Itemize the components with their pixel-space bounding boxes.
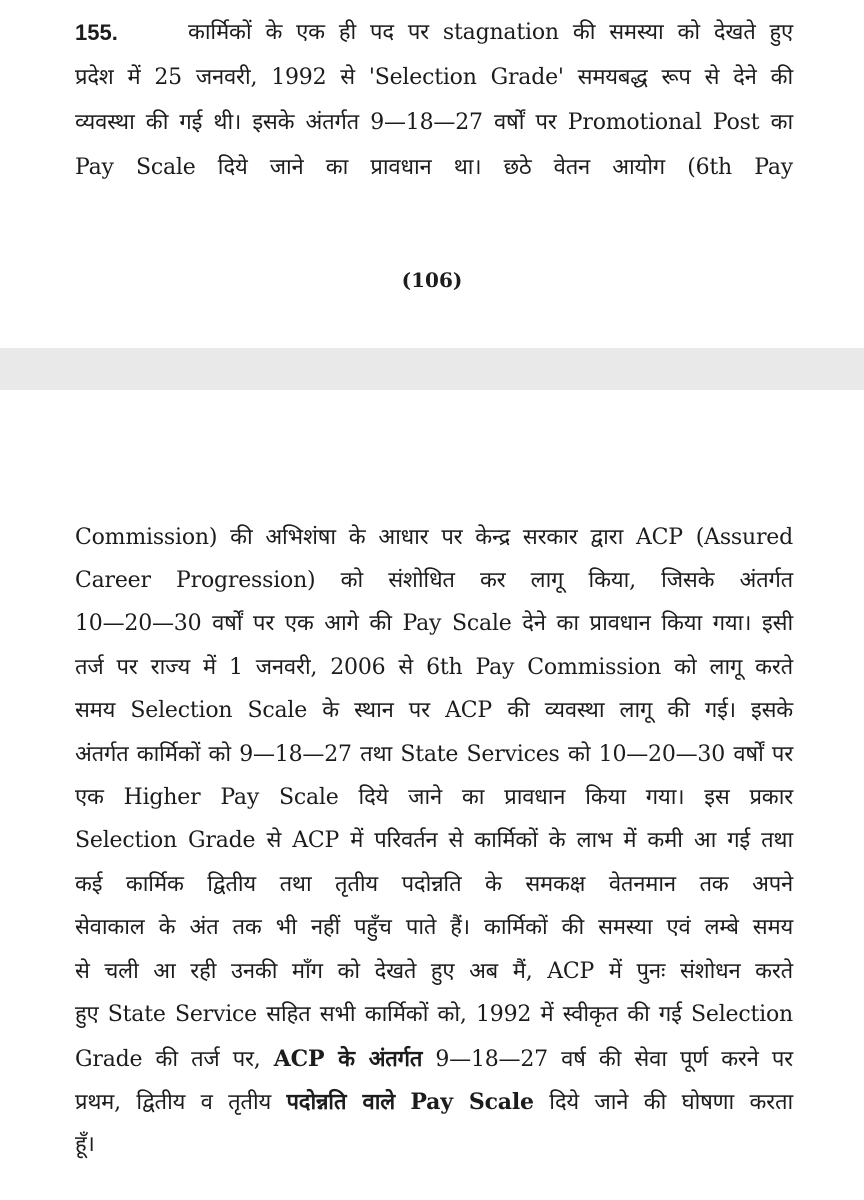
text-line: Pay Scale दिये जाने का प्रावधान था। छठे वेतन आयोग (6th Pay [75, 155, 793, 180]
bold-text: पदोन्नति वाले [286, 1089, 395, 1115]
text-line: हूँ। [75, 1132, 95, 1157]
text-line [75, 1044, 793, 1075]
text-line: समय Selection Scale के स्थान पर ACP की व्यवस्था लागू की गई। इसके [75, 698, 793, 723]
text-line: प्रदेश में 25 जनवरी, 1992 से 'Selection Grade' समयबद्ध रूप से देने की [75, 65, 793, 90]
text-line: Career Progression) को संशोधित कर लागू किया, जिसके अंतर्गत [75, 568, 793, 593]
paragraph-number: 155. [75, 20, 118, 45]
text-line [75, 1087, 793, 1118]
text-line: हुए State Service सहित सभी कार्मिकों को, 1992 में स्वीकृत की गई Selection [75, 1002, 793, 1027]
text-run: 9—18—27 वर्ष की सेवा पूर्ण करने पर [422, 1047, 793, 1072]
page-separator [0, 348, 864, 390]
text-line: अंतर्गत कार्मिकों को 9—18—27 तथा State Services को 10—20—30 वर्षों पर [75, 742, 793, 767]
text-line: Selection Grade से ACP में परिवर्तन से कार्मिकों के लाभ में कमी आ गई तथा [75, 828, 793, 853]
text-run: Grade की तर्ज पर, [75, 1047, 274, 1072]
document-page-bottom [0, 390, 864, 1200]
text-line: सेवाकाल के अंत तक भी नहीं पहुँच पाते हैं। कार्मिकों की समस्या एवं लम्बे समय [75, 915, 793, 940]
text-line: से चली आ रही उनकी माँग को देखते हुए अब मैं, ACP में पुनः संशोधन करते [75, 959, 793, 984]
bold-text: ACP के अंतर्गत [273, 1046, 423, 1072]
text-run [395, 1090, 410, 1115]
bold-text: Pay Scale [410, 1089, 534, 1115]
page-number: (106) [401, 268, 463, 292]
text-line: कार्मिकों के एक ही पद पर stagnation की समस्या को देखते हुए [188, 20, 793, 45]
text-line: तर्ज पर राज्य में 1 जनवरी, 2006 से 6th Pay Commission को लागू करते [75, 655, 793, 680]
text-line: कई कार्मिक द्वितीय तथा तृतीय पदोन्नति के समकक्ष वेतनमान तक अपने [75, 872, 793, 897]
text-run: प्रथम, द्वितीय व तृतीय [75, 1090, 287, 1115]
text-line: व्यवस्था की गई थी। इसके अंतर्गत 9—18—27 वर्षों पर Promotional Post का [75, 110, 793, 135]
text-line: एक Higher Pay Scale दिये जाने का प्रावधान किया गया। इस प्रकार [75, 785, 793, 810]
text-line: 10—20—30 वर्षों पर एक आगे की Pay Scale देने का प्रावधान किया गया। इसी [75, 611, 793, 636]
text-run: दिये जाने की घोषणा करता [533, 1090, 794, 1115]
document-page-top [0, 0, 864, 348]
text-line: Commission) की अभिशंषा के आधार पर केन्द्र सरकार द्वारा ACP (Assured [75, 525, 793, 550]
